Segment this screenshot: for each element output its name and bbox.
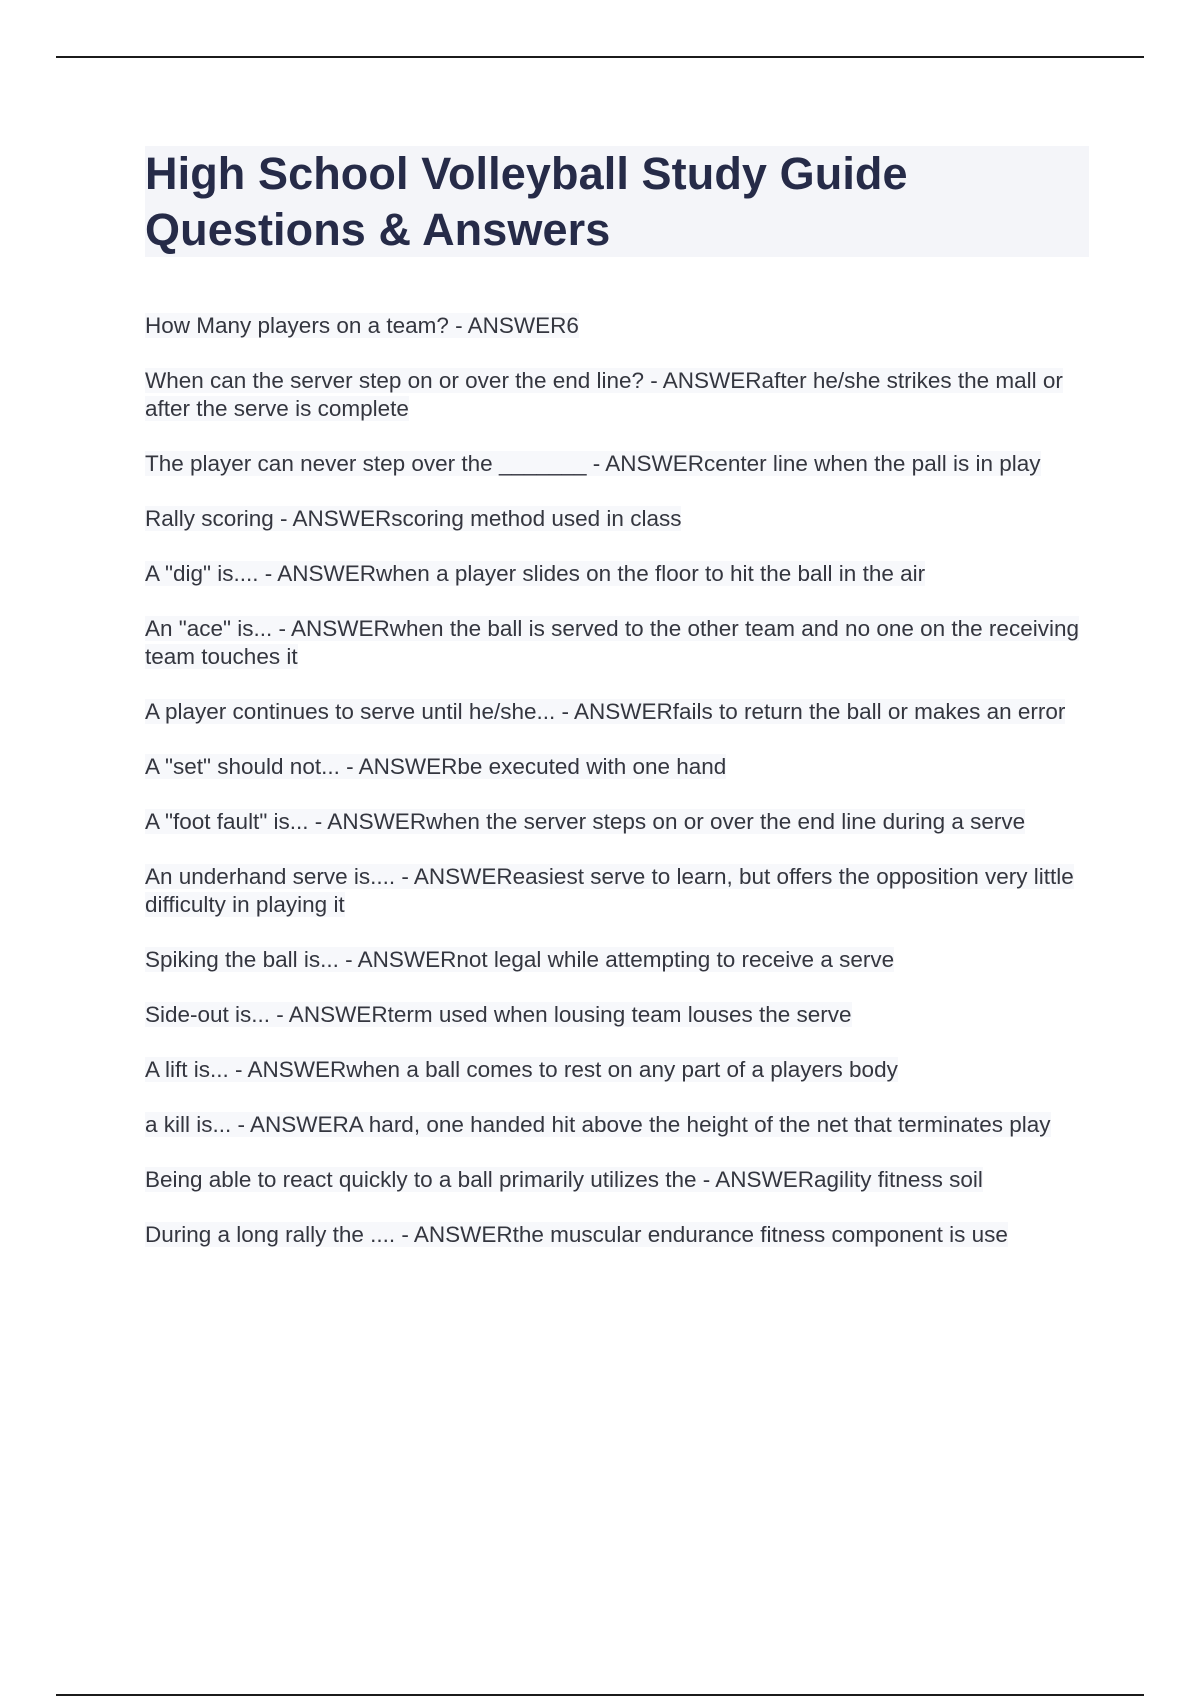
qa-item [145, 560, 1090, 588]
qa-item [145, 1056, 1090, 1084]
qa-text: a kill is... - ANSWERA hard, one handed hit above the height of the net that terminates play [145, 1112, 1051, 1137]
title-block [145, 146, 1089, 257]
qa-item [145, 1166, 1090, 1194]
qa-text: During a long rally the .... - ANSWERthe muscular endurance fitness component is use [145, 1222, 1008, 1247]
qa-item [145, 615, 1090, 671]
qa-text: An "ace" is... - ANSWERwhen the ball is served to the other team and no one on the receiving team touches it [145, 616, 1079, 669]
qa-item [145, 753, 1090, 781]
qa-text: A "dig" is.... - ANSWERwhen a player slides on the floor to hit the ball in the air [145, 561, 926, 586]
qa-item [145, 505, 1090, 533]
qa-item [145, 698, 1090, 726]
qa-text: Spiking the ball is... - ANSWERnot legal while attempting to receive a serve [145, 947, 895, 972]
bottom-divider [56, 1694, 1144, 1696]
qa-item [145, 312, 1090, 340]
qa-text: The player can never step over the _______ - ANSWERcenter line when the pall is in play [145, 451, 1041, 476]
qa-item [145, 1221, 1090, 1249]
qa-text: A "foot fault" is... - ANSWERwhen the server steps on or over the end line during a serve [145, 809, 1026, 834]
qa-item [145, 450, 1090, 478]
qa-item [145, 946, 1090, 974]
qa-list [145, 312, 1090, 1276]
qa-item [145, 1111, 1090, 1139]
qa-item [145, 367, 1090, 423]
qa-text: An underhand serve is.... - ANSWEReasiest serve to learn, but offers the opposition very little difficulty in playing it [145, 864, 1074, 917]
document-title: High School Volleyball Study Guide Questions & Answers [145, 148, 908, 255]
qa-text: When can the server step on or over the end line? - ANSWERafter he/she strikes the mall or after the serve is complete [145, 368, 1063, 421]
qa-text: A player continues to serve until he/she... - ANSWERfails to return the ball or makes an error [145, 699, 1066, 724]
qa-text: A lift is... - ANSWERwhen a ball comes to rest on any part of a players body [145, 1057, 898, 1082]
qa-text: A "set" should not... - ANSWERbe executed with one hand [145, 754, 727, 779]
qa-text: Rally scoring - ANSWERscoring method used in class [145, 506, 682, 531]
top-divider [56, 56, 1144, 58]
qa-item [145, 1001, 1090, 1029]
qa-item [145, 808, 1090, 836]
qa-item [145, 863, 1090, 919]
qa-text: Being able to react quickly to a ball primarily utilizes the - ANSWERagility fitness soil [145, 1167, 983, 1192]
qa-text: Side-out is... - ANSWERterm used when lousing team louses the serve [145, 1002, 852, 1027]
qa-text: How Many players on a team? - ANSWER6 [145, 313, 579, 338]
